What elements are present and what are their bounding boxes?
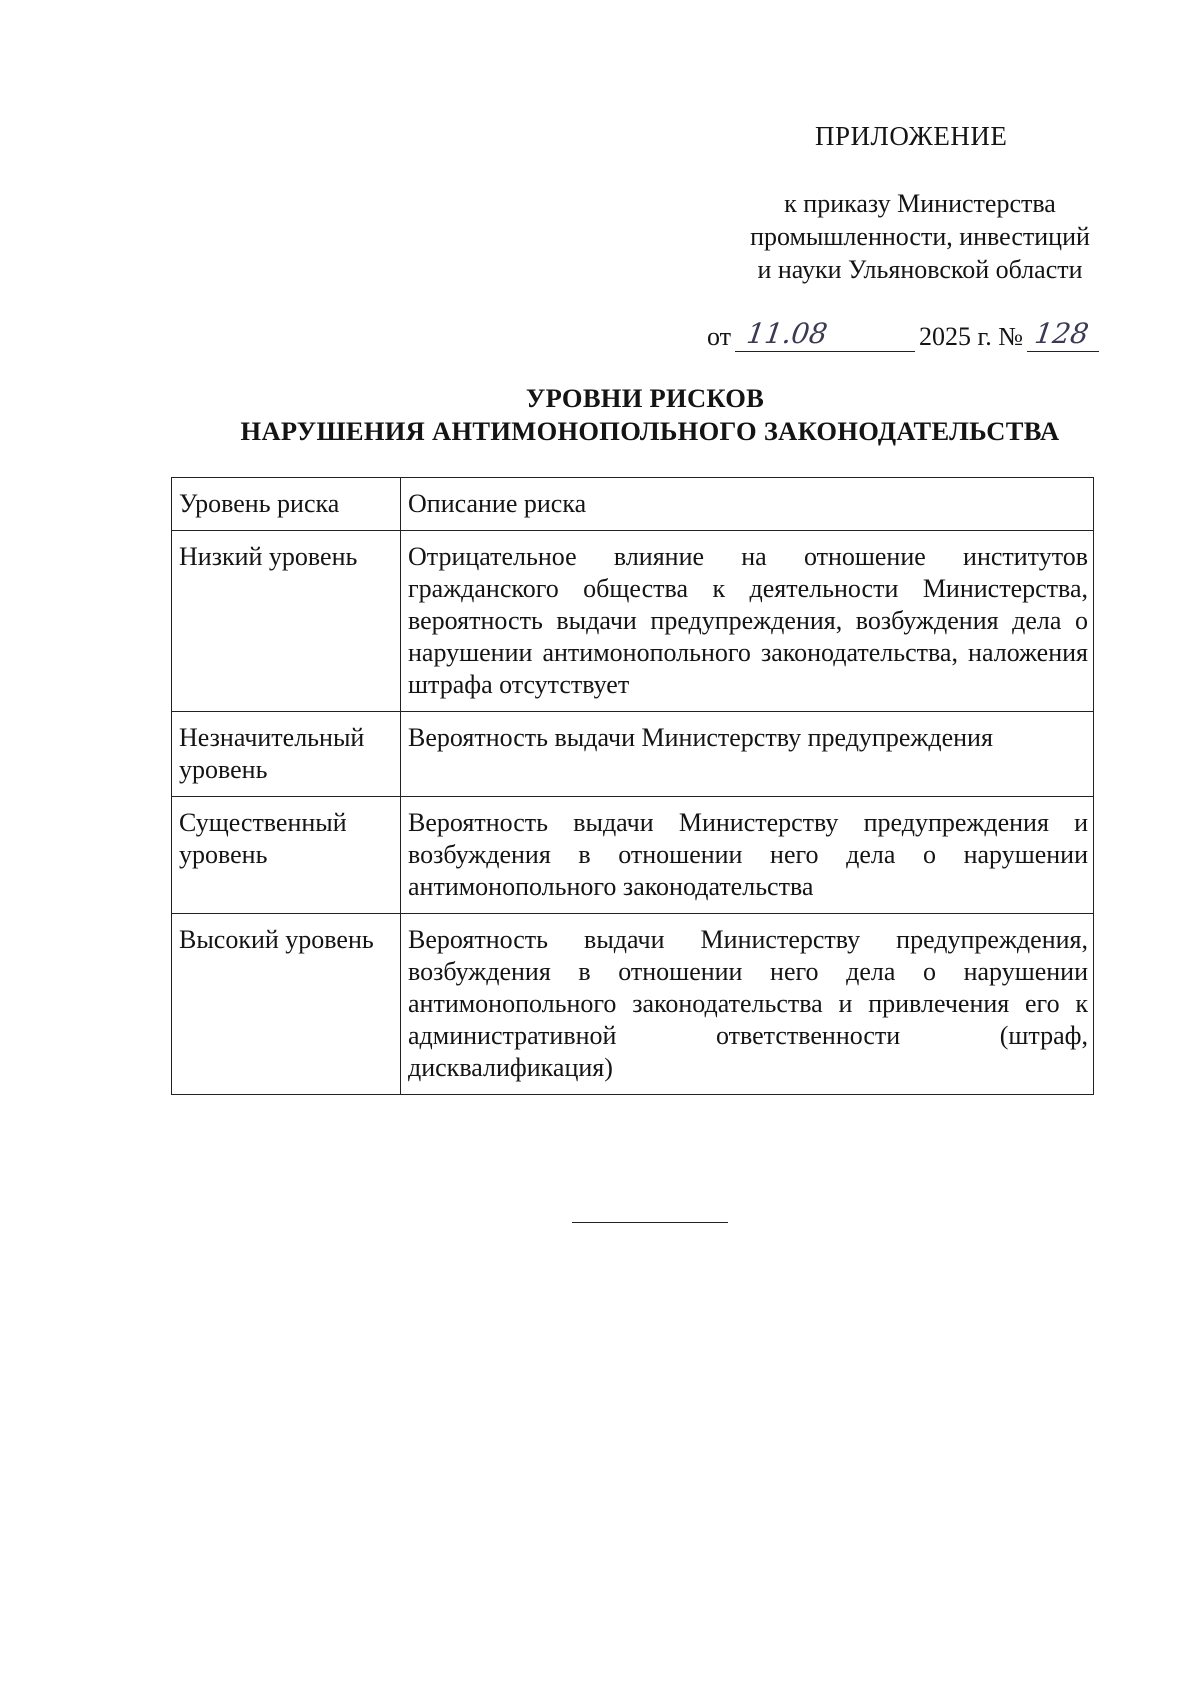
end-of-document-rule <box>572 1222 728 1223</box>
risk-description-cell: Вероятность выдачи Министерству предупреждения и возбуждения в отношении него дела о нарушении антимонопольного законодательства <box>401 797 1094 914</box>
order-ref-line: промышленности, инвестиций <box>750 222 1090 251</box>
order-ref-line: к приказу Министерства <box>784 189 1056 218</box>
title-line-2: НАРУШЕНИЯ АНТИМОНОПОЛЬНОГО ЗАКОНОДАТЕЛЬСТВА <box>240 416 1060 446</box>
risk-level-cell: Низкий уровень <box>172 531 401 712</box>
handwritten-date: 11.08 <box>744 317 830 350</box>
document-title <box>0 382 1200 448</box>
risk-description-cell: Вероятность выдачи Министерству предупреждения, возбуждения в отношении него дела о нарушении антимонопольного законодательства и привлечения его к административной ответственности (штраф, дисквалификация) <box>401 914 1094 1095</box>
table-header-row <box>172 478 1094 531</box>
risk-level-cell: Незначительный уровень <box>172 712 401 797</box>
risk-level-cell: Высокий уровень <box>172 914 401 1095</box>
appendix-label: ПРИЛОЖЕНИЕ <box>815 121 1008 151</box>
table-row <box>172 914 1094 1095</box>
risk-description-cell: Вероятность выдачи Министерству предупреждения <box>401 712 1094 797</box>
year-number-label: 2025 г. № <box>919 322 1024 351</box>
order-reference <box>720 187 1120 286</box>
risk-description-cell: Отрицательное влияние на отношение институтов гражданского общества к деятельности Министерства, вероятность выдачи предупреждения, возбуждения дела о нарушении антимонопольного законодательства, наложения штрафа отсутствует <box>401 531 1094 712</box>
table-row <box>172 712 1094 797</box>
handwritten-number: 128 <box>1032 317 1091 350</box>
risk-levels-table <box>171 477 1094 1095</box>
table-row <box>172 797 1094 914</box>
date-field <box>735 319 915 352</box>
table-row <box>172 531 1094 712</box>
title-line-1: УРОВНИ РИСКОВ <box>525 383 765 413</box>
number-field <box>1027 319 1099 352</box>
date-prefix: от <box>707 322 732 351</box>
order-date-number-line <box>707 312 1103 352</box>
header-cell-description: Описание риска <box>401 478 1094 531</box>
risk-level-cell: Существенный уровень <box>172 797 401 914</box>
order-ref-line: и науки Ульяновской области <box>757 255 1083 284</box>
header-cell-level: Уровень риска <box>172 478 401 531</box>
